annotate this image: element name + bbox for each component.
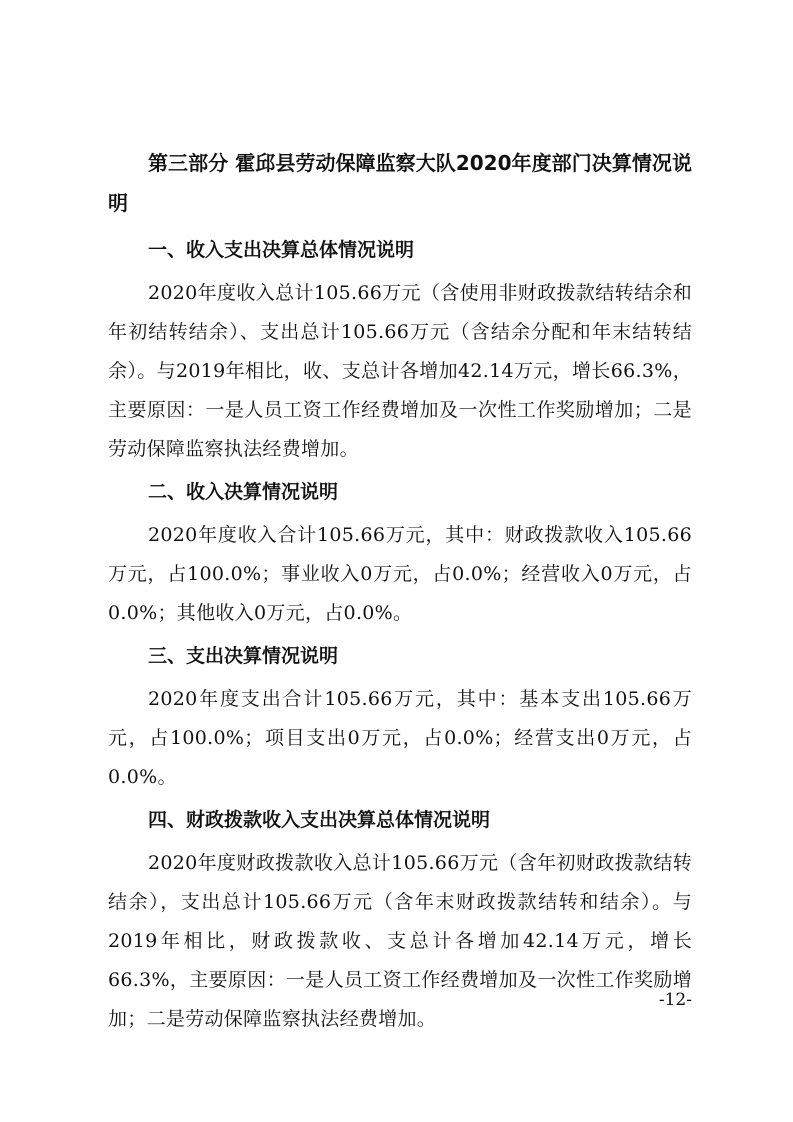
section-heading-fiscal-appropriation: 四、财政拨款收入支出决算总体情况说明 xyxy=(148,809,491,831)
section-heading-income: 二、收入决算情况说明 xyxy=(148,481,339,503)
section-text-income-expense-overview: 2020年度收入总计105.66万元（含使用非财政拨款结转结余和年初结转结余）、支出总计105.66万元（含结余分配和年末结转结余）。与2019年相比，收、支总计各增加42.14万元，增长66.3%，主要原因：一是人员工资工作经费增加及一次性工作奖励增加；二是劳动保障监察执法经费增加。 xyxy=(108,282,692,460)
document-body xyxy=(108,143,692,1043)
document-title: 第三部分 霍邱县劳动保障监察大队2020年度部门决算情况说明 xyxy=(108,151,692,215)
section-text-fiscal-appropriation: 2020年度财政拨款收入总计105.66万元（含年初财政拨款结转结余），支出总计105.66万元（含年末财政拨款结转和结余）。与2019年相比，财政拨款收、支总计各增加42.14万元，增长66.3%，主要原因：一是人员工资工作经费增加及一次性工作奖励增加；二是劳动保障监察执法经费增加。 xyxy=(108,852,692,1030)
section-heading-expense: 三、支出决算情况说明 xyxy=(148,645,339,667)
page-number: -12- xyxy=(658,990,692,1010)
section-heading-income-expense-overview: 一、收入支出决算总体情况说明 xyxy=(148,239,415,261)
section-text-expense: 2020年度支出合计105.66万元，其中：基本支出105.66万元，占100.0%；项目支出0万元，占0.0%；经营支出0万元，占0.0%。 xyxy=(108,688,692,788)
section-text-income: 2020年度收入合计105.66万元，其中：财政拨款收入105.66万元，占100.0%；事业收入0万元，占0.0%；经营收入0万元，占0.0%；其他收入0万元，占0.0%。 xyxy=(108,524,692,624)
